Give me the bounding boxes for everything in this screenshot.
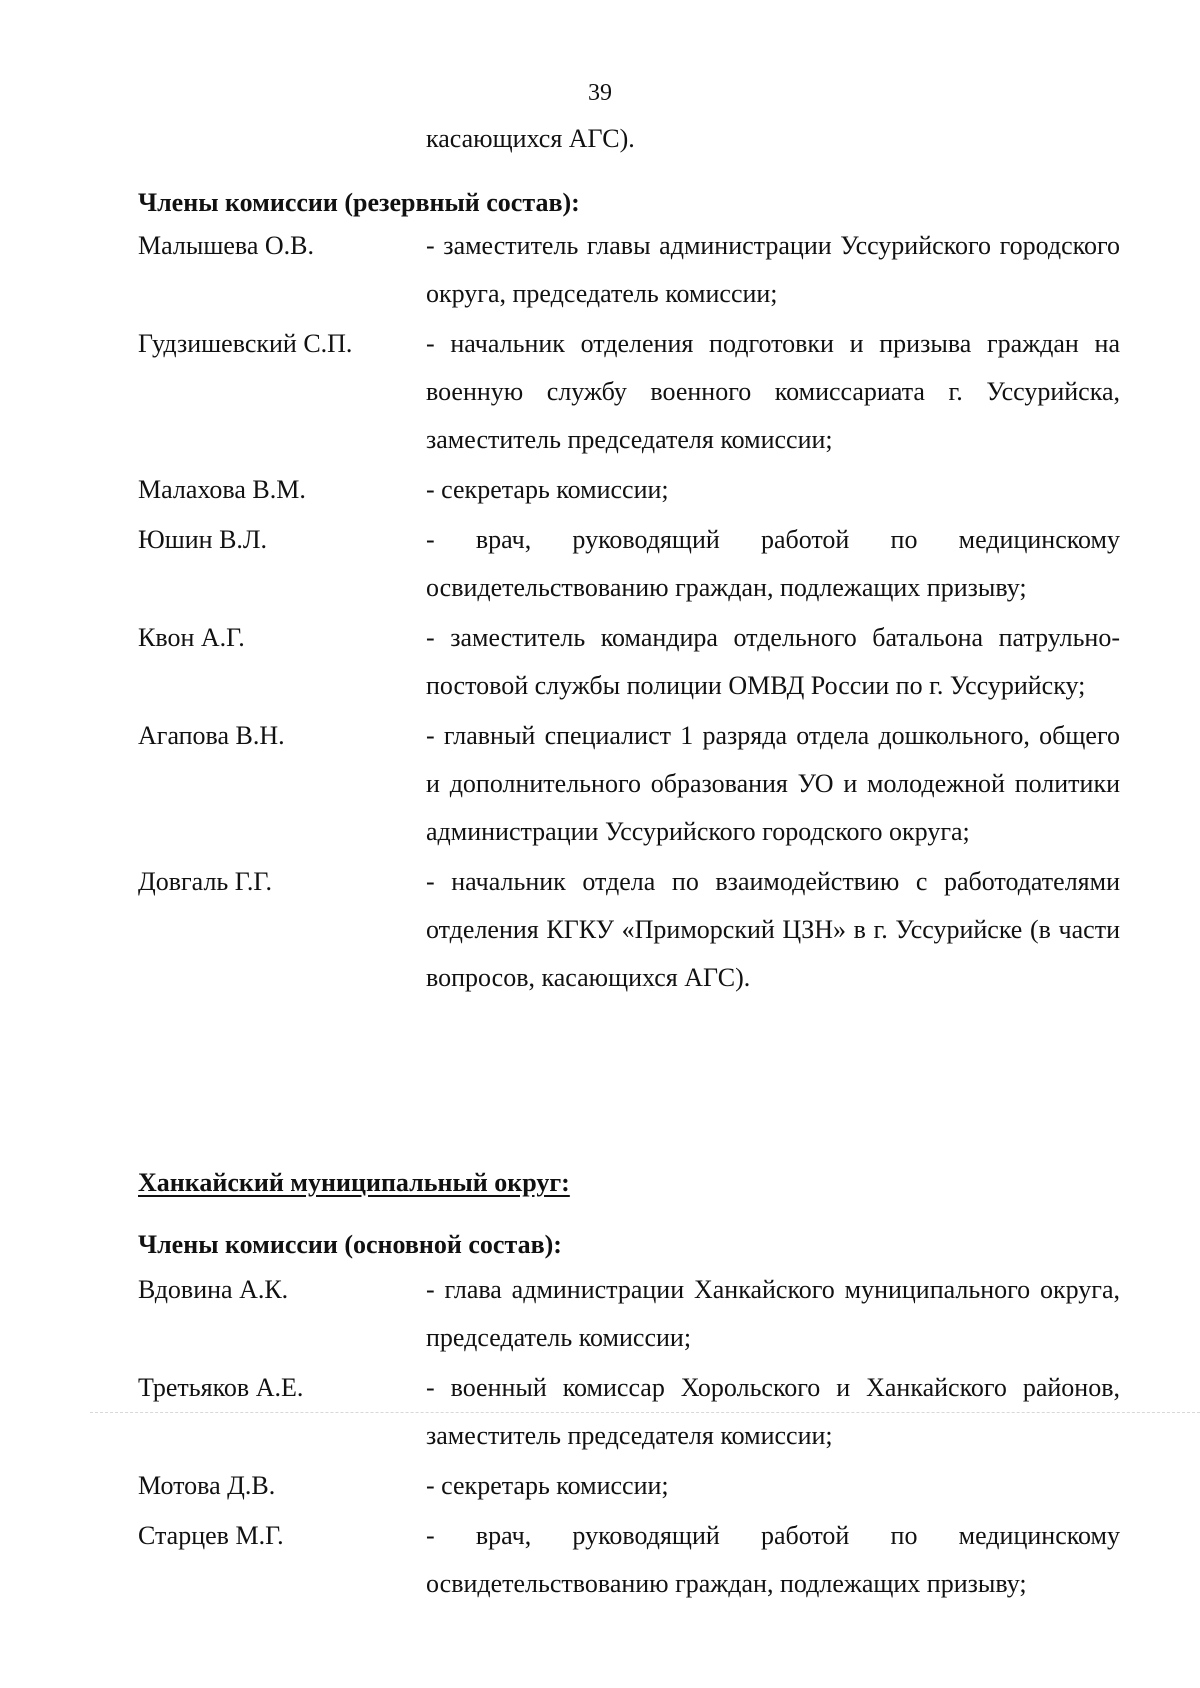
member-row: [138, 712, 1120, 856]
member-role: - начальник отделения подготовки и призыва граждан на военную службу военного комиссариата г. Уссурийска, заместитель председателя комиссии;: [426, 329, 1120, 454]
page-number: 39: [588, 80, 612, 106]
member-name: Юшин В.Л.: [138, 525, 268, 554]
main-heading: Члены комиссии (основной состав):: [138, 1230, 562, 1259]
member-role: - секретарь комиссии;: [426, 475, 669, 504]
continuation-text: касающихся АГС).: [426, 124, 635, 153]
reserve-members-list: [138, 222, 1120, 1004]
reserve-heading: Члены комиссии (резервный состав):: [138, 188, 580, 217]
member-name: Старцев М.Г.: [138, 1521, 284, 1550]
member-role: - главный специалист 1 разряда отдела дошкольного, общего и дополнительного образования УО и молодежной политики администрации Уссурийского городского округа;: [426, 721, 1120, 846]
member-name: Довгаль Г.Г.: [138, 867, 272, 896]
district-heading: Ханкайский муниципальный округ:: [138, 1168, 570, 1197]
member-role: - глава администрации Ханкайского муниципального округа, председатель комиссии;: [426, 1275, 1120, 1352]
member-row: [138, 320, 1120, 464]
member-name: Малахова В.М.: [138, 475, 306, 504]
member-name: Гудзишевский С.П.: [138, 329, 353, 358]
member-row: [138, 614, 1120, 710]
member-name: Вдовина А.К.: [138, 1275, 289, 1304]
member-name: Мотова Д.В.: [138, 1471, 276, 1500]
main-members-list: [138, 1266, 1120, 1610]
member-role: - начальник отдела по взаимодействию с работодателями отделения КГКУ «Приморский ЦЗН» в г. Уссурийске (в части вопросов, касающихся АГС).: [426, 867, 1120, 992]
member-role: - секретарь комиссии;: [426, 1471, 669, 1500]
member-role: - заместитель главы администрации Уссурийского городского округа, председатель комиссии;: [426, 231, 1120, 308]
member-row: [138, 466, 1120, 514]
member-name: Малышева О.В.: [138, 231, 314, 260]
member-row: [138, 1266, 1120, 1362]
member-row: [138, 516, 1120, 612]
member-name: Третьяков А.Е.: [138, 1373, 304, 1402]
member-row: [138, 858, 1120, 1002]
member-role: - военный комиссар Хорольского и Ханкайского районов, заместитель председателя комиссии;: [426, 1373, 1120, 1450]
member-name: Агапова В.Н.: [138, 721, 285, 750]
member-row: [138, 222, 1120, 318]
member-row: [138, 1462, 1120, 1510]
scan-artifact-line: [90, 1412, 1200, 1413]
member-role: - заместитель командира отдельного батальона патрульно-постовой службы полиции ОМВД России по г. Уссурийску;: [426, 623, 1120, 700]
member-role: - врач, руководящий работой по медицинскому освидетельствованию граждан, подлежащих призыву;: [426, 525, 1120, 602]
member-row: [138, 1512, 1120, 1608]
member-role: - врач, руководящий работой по медицинскому освидетельствованию граждан, подлежащих призыву;: [426, 1521, 1120, 1598]
member-name: Квон А.Г.: [138, 623, 245, 652]
